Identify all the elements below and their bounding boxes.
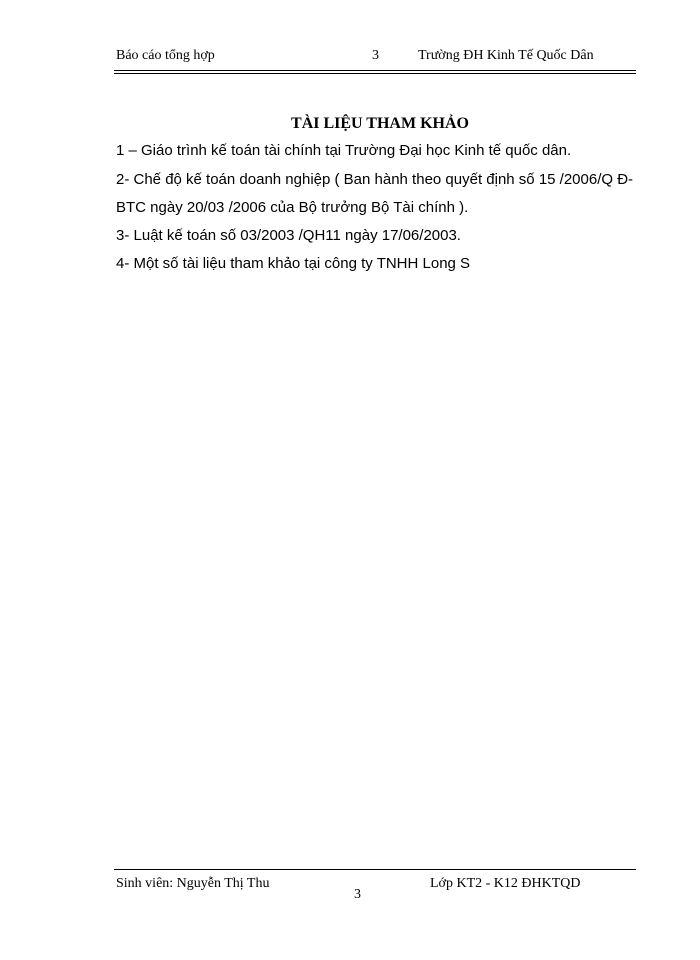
- footer-class-name: Lớp KT2 - K12 ĐHKTQD: [430, 876, 581, 891]
- header-divider-top: [114, 70, 636, 71]
- reference-item-2-line-2: BTC ngày 20/03 /2006 của Bộ trưởng Bộ Tài chính ).: [116, 199, 469, 216]
- footer-page-number: 3: [354, 887, 361, 902]
- header-divider-bottom: [114, 73, 636, 74]
- header-page-number: 3: [372, 48, 379, 63]
- footer-divider: [114, 869, 636, 870]
- reference-item-4: 4- Một số tài liệu tham khảo tại công ty TNHH Long S: [116, 255, 471, 272]
- reference-item-2-line-1: 2- Chế độ kế toán doanh nghiệp ( Ban hành theo quyết định số 15 /2006/Q Đ-: [116, 171, 634, 188]
- references-title: TÀI LIỆU THAM KHẢO: [291, 115, 469, 132]
- reference-item-3: 3- Luật kế toán số 03/2003 /QH11 ngày 17/06/2003.: [116, 227, 461, 244]
- header-report-title: Báo cáo tổng hợp: [116, 48, 215, 63]
- footer-student-name: Sinh viên: Nguyễn Thị Thu: [116, 876, 270, 891]
- reference-item-1: 1 – Giáo trình kế toán tài chính tại Trường Đại học Kinh tế quốc dân.: [116, 142, 572, 159]
- header-university-name: Trường ĐH Kinh Tế Quốc Dân: [418, 48, 594, 63]
